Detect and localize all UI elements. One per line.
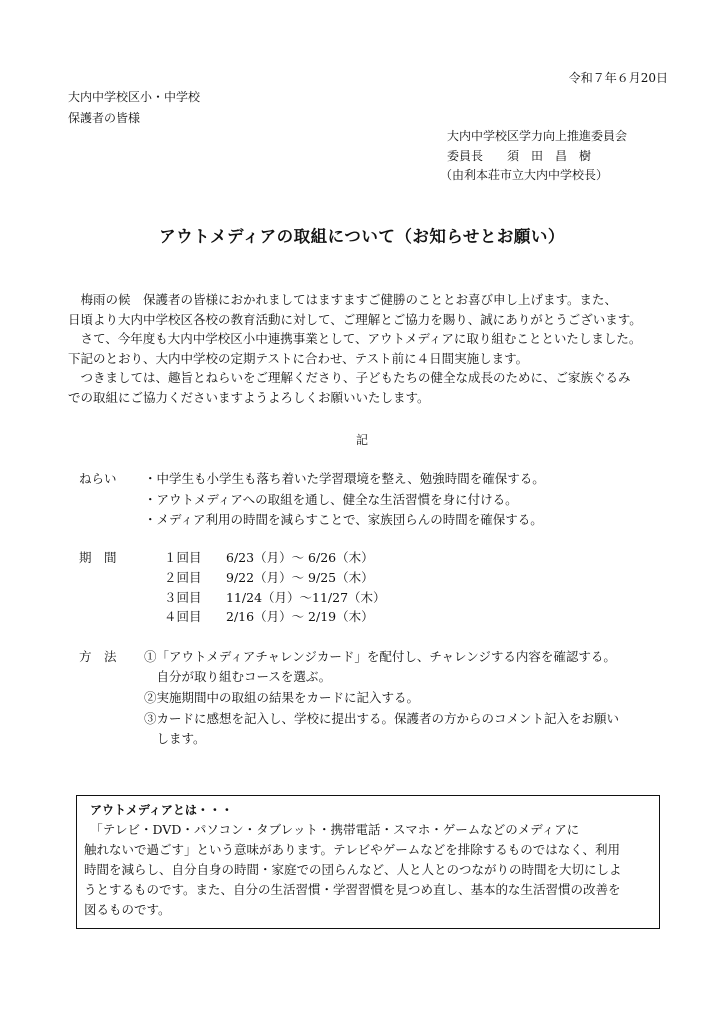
method-line: ②実施期間中の取組の結果をカードに記入する。 bbox=[144, 690, 420, 705]
body-line: 下記のとおり、大内中学校の定期テストに合わせ、テスト前に４日間実施します。 bbox=[68, 350, 529, 366]
period-number: １回目 bbox=[164, 550, 202, 565]
definition-text bbox=[84, 820, 622, 920]
body-line: つきましては、趣旨とねらいをご理解くださり、子どもたちの健全な成長のために、ご家族ぐるみ bbox=[68, 370, 631, 385]
definition-line: 「テレビ・DVD・パソコン・タブレット・携帯電話・スマホ・ゲームなどのメディアに bbox=[84, 822, 580, 837]
period-dates: 9/22（月）～ 9/25（木） bbox=[226, 570, 374, 585]
recipient-schools: 大内中学校区小・中学校 bbox=[68, 90, 201, 104]
period-number: ２回目 bbox=[164, 570, 202, 585]
body-line: 梅雨の候 保護者の皆様におかれましてはますますご健勝のこととお喜び申し上げます。また、 bbox=[68, 292, 618, 307]
recipient-parents: 保護者の皆様 bbox=[68, 111, 141, 125]
body-line: さて、今年度も大内中学校区小中連携事業として、アウトメディアに取り組むことといたしました。 bbox=[68, 331, 642, 346]
definition-line: 図るものです。 bbox=[84, 902, 171, 917]
method-line: します。 bbox=[144, 731, 206, 746]
body-line: 日頃より大内中学校区各校の教育活動に対して、ご理解とご協力を賜り、誠にありがとうございます。 bbox=[68, 311, 642, 327]
method-line: ③カードに感想を記入し、学校に提出する。保護者の方からのコメント記入をお願い bbox=[144, 711, 620, 726]
sender-committee: 大内中学校区学力向上推進委員会 bbox=[447, 129, 628, 143]
sender-affiliation: （由利本荘市立大内中学校長） bbox=[440, 168, 609, 182]
definition-line: 触れないで過ごす」という意味があります。テレビやゲームなどを排除するものではなく、利用 bbox=[84, 842, 621, 857]
period-row bbox=[164, 588, 386, 606]
method-label: 方 法 bbox=[79, 649, 117, 664]
aim-item: ・メディア利用の時間を減らすことで、家族団らんの時間を確保する。 bbox=[144, 512, 543, 527]
period-row bbox=[164, 548, 374, 566]
period-dates: 11/24（月）～11/27（木） bbox=[226, 590, 386, 605]
aims-label: ねらい bbox=[79, 471, 117, 486]
period-number: ３回目 bbox=[164, 590, 202, 605]
period-dates: 2/16（月）～ 2/19（木） bbox=[226, 609, 374, 624]
aim-item: ・アウトメディアへの取組を通し、健全な生活習慣を身に付ける。 bbox=[144, 492, 518, 507]
document-title: アウトメディアの取組について（お知らせとお願い） bbox=[159, 227, 565, 246]
body-line: での取組にご協力くださいますようよろしくお願いいたします。 bbox=[68, 389, 430, 405]
document-date: 令和７年６月20日 bbox=[568, 71, 668, 85]
sender-chair: 委員長 須 田 昌 樹 bbox=[447, 149, 592, 163]
method-line: 自分が取り組むコースを選ぶ。 bbox=[144, 669, 332, 684]
definition-line: 時間を減らし、自分自身の時間・家庭での団らんなど、人と人とのつながりの時間を大切にしよ bbox=[84, 862, 622, 877]
definition-line: うとするものです。また、自分の生活習慣・学習習慣を見つめ直し、基本的な生活習慣の改善を bbox=[84, 882, 621, 897]
ki-heading: 記 bbox=[355, 433, 368, 447]
period-label: 期 間 bbox=[79, 550, 117, 565]
definition-heading: アウトメディアとは・・・ bbox=[90, 803, 233, 817]
period-row bbox=[164, 607, 374, 625]
period-row bbox=[164, 568, 374, 586]
body-paragraph bbox=[68, 290, 678, 407]
period-number: ４回目 bbox=[164, 609, 202, 624]
period-dates: 6/23（月）～ 6/26（木） bbox=[226, 550, 374, 565]
aim-item: ・中学生も小学生も落ち着いた学習環境を整え、勉強時間を確保する。 bbox=[144, 471, 545, 486]
method-line: ①「アウトメディアチャレンジカード」を配付し、チャレンジする内容を確認する。 bbox=[144, 649, 616, 664]
